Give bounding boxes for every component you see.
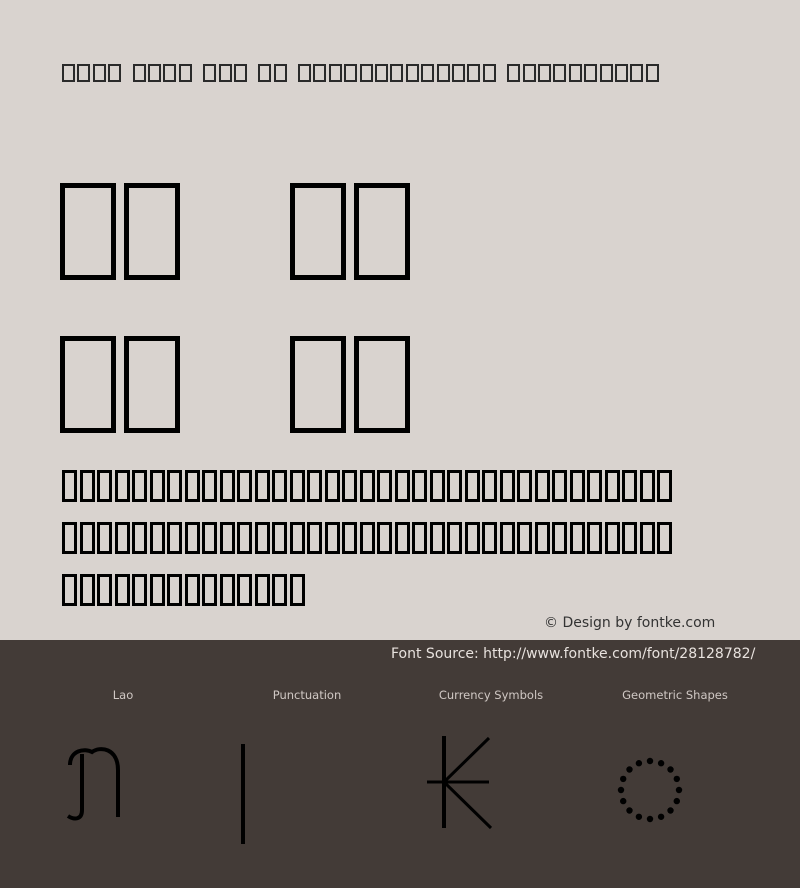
missing-glyph-box bbox=[97, 522, 112, 554]
missing-glyph-box bbox=[605, 470, 620, 502]
missing-glyph-box bbox=[133, 64, 146, 82]
missing-glyph-box bbox=[220, 470, 235, 502]
missing-glyph-box bbox=[80, 574, 95, 606]
missing-glyph-box bbox=[640, 470, 655, 502]
dotted-circle-dot bbox=[626, 807, 632, 813]
missing-glyph-box bbox=[646, 64, 659, 82]
missing-glyph-box bbox=[62, 470, 77, 502]
missing-glyph-box bbox=[553, 64, 566, 82]
missing-glyph-box bbox=[77, 64, 90, 82]
missing-glyph-box bbox=[535, 470, 550, 502]
missing-glyph-box bbox=[587, 522, 602, 554]
missing-glyph-box bbox=[538, 64, 551, 82]
missing-glyph-box bbox=[325, 470, 340, 502]
missing-glyph-box bbox=[500, 470, 515, 502]
missing-glyph-box bbox=[274, 64, 287, 82]
missing-glyph-box bbox=[517, 470, 532, 502]
missing-glyph-box bbox=[97, 470, 112, 502]
missing-glyph-box bbox=[375, 64, 388, 82]
missing-glyph-box bbox=[360, 470, 375, 502]
glyph-category-panel bbox=[0, 640, 800, 888]
missing-glyph-box bbox=[97, 574, 112, 606]
missing-glyph-box bbox=[483, 64, 496, 82]
missing-glyph-box bbox=[430, 522, 445, 554]
specimen-title-missing-glyphs bbox=[62, 62, 661, 82]
paragraph-glyph-line-2 bbox=[62, 522, 675, 562]
dotted-circle-icon bbox=[583, 730, 767, 850]
missing-glyph-box bbox=[148, 64, 161, 82]
dotted-circle-dot bbox=[626, 766, 632, 772]
missing-glyph-box bbox=[640, 522, 655, 554]
dotted-circle-dot bbox=[636, 814, 642, 820]
missing-glyph-box bbox=[115, 522, 130, 554]
dotted-circle-dot bbox=[620, 776, 626, 782]
design-credit: © Design by fontke.com bbox=[544, 615, 716, 631]
missing-glyph-box bbox=[185, 522, 200, 554]
missing-glyph-box bbox=[377, 522, 392, 554]
paragraph-glyph-line-3 bbox=[62, 574, 307, 614]
missing-glyph-box bbox=[60, 336, 116, 433]
missing-glyph-box bbox=[390, 64, 403, 82]
missing-glyph-box bbox=[185, 574, 200, 606]
missing-glyph-box bbox=[167, 522, 182, 554]
missing-glyph-box bbox=[290, 522, 305, 554]
large-glyph-row-1 bbox=[60, 183, 418, 280]
missing-glyph-box bbox=[570, 522, 585, 554]
category-label-punctuation: Punctuation bbox=[272, 688, 342, 702]
missing-glyph-box bbox=[421, 64, 434, 82]
missing-glyph-box bbox=[465, 470, 480, 502]
missing-glyph-box bbox=[108, 64, 121, 82]
missing-glyph-box bbox=[185, 470, 200, 502]
missing-glyph-box bbox=[220, 574, 235, 606]
missing-glyph-box bbox=[237, 522, 252, 554]
missing-glyph-box bbox=[80, 470, 95, 502]
paragraph-glyph-line-1 bbox=[62, 470, 675, 510]
dotted-circle-dot bbox=[674, 798, 680, 804]
missing-glyph-box bbox=[202, 522, 217, 554]
missing-glyph-box bbox=[132, 470, 147, 502]
category-label-currency: Currency Symbols bbox=[438, 688, 544, 702]
missing-glyph-box bbox=[132, 574, 147, 606]
missing-glyph-box bbox=[329, 64, 342, 82]
missing-glyph-box bbox=[220, 522, 235, 554]
dotted-circle-dot bbox=[676, 787, 682, 793]
missing-glyph-box bbox=[507, 64, 520, 82]
missing-glyph-box bbox=[354, 183, 410, 280]
missing-glyph-box bbox=[569, 64, 582, 82]
missing-glyph-box bbox=[344, 64, 357, 82]
missing-glyph-box bbox=[437, 64, 450, 82]
missing-glyph-box bbox=[467, 64, 480, 82]
missing-glyph-box bbox=[62, 522, 77, 554]
missing-glyph-box bbox=[325, 522, 340, 554]
missing-glyph-box bbox=[255, 574, 270, 606]
dotted-circle-dot bbox=[647, 758, 653, 764]
dotted-circle-dot bbox=[658, 760, 664, 766]
missing-glyph-box bbox=[290, 183, 346, 280]
missing-glyph-box bbox=[523, 64, 536, 82]
dotted-circle-dot bbox=[618, 787, 624, 793]
missing-glyph-box bbox=[622, 470, 637, 502]
missing-glyph-box bbox=[482, 522, 497, 554]
missing-glyph-box bbox=[150, 522, 165, 554]
missing-glyph-box bbox=[307, 470, 322, 502]
missing-glyph-box bbox=[62, 574, 77, 606]
missing-glyph-box bbox=[258, 64, 271, 82]
missing-glyph-box bbox=[447, 470, 462, 502]
missing-glyph-box bbox=[500, 522, 515, 554]
missing-glyph-box bbox=[272, 470, 287, 502]
dotted-circle-dot bbox=[636, 760, 642, 766]
dotted-circle-dot bbox=[647, 816, 653, 822]
category-label-geometric: Geometric Shapes bbox=[622, 688, 728, 702]
missing-glyph-box bbox=[115, 574, 130, 606]
missing-glyph-box bbox=[313, 64, 326, 82]
missing-glyph-box bbox=[412, 470, 427, 502]
missing-glyph-box bbox=[272, 574, 287, 606]
missing-glyph-box bbox=[62, 64, 75, 82]
missing-glyph-box bbox=[290, 470, 305, 502]
missing-glyph-box bbox=[307, 522, 322, 554]
missing-glyph-box bbox=[234, 64, 247, 82]
missing-glyph-box bbox=[452, 64, 465, 82]
missing-glyph-box bbox=[150, 470, 165, 502]
missing-glyph-box bbox=[203, 64, 216, 82]
missing-glyph-box bbox=[237, 574, 252, 606]
missing-glyph-box bbox=[342, 470, 357, 502]
missing-glyph-box bbox=[237, 470, 252, 502]
missing-glyph-box bbox=[395, 470, 410, 502]
missing-glyph-box bbox=[290, 574, 305, 606]
missing-glyph-box bbox=[290, 336, 346, 433]
missing-glyph-box bbox=[412, 522, 427, 554]
missing-glyph-box bbox=[124, 183, 180, 280]
vertical-bar-icon bbox=[151, 730, 335, 850]
missing-glyph-box bbox=[115, 470, 130, 502]
missing-glyph-box bbox=[167, 470, 182, 502]
missing-glyph-box bbox=[447, 522, 462, 554]
missing-glyph-box bbox=[517, 522, 532, 554]
missing-glyph-box bbox=[255, 522, 270, 554]
missing-glyph-box bbox=[406, 64, 419, 82]
missing-glyph-box bbox=[657, 470, 672, 502]
font-source-link[interactable]: Font Source: http://www.fontke.com/font/28128782/ bbox=[391, 646, 756, 662]
missing-glyph-box bbox=[395, 522, 410, 554]
missing-glyph-box bbox=[80, 522, 95, 554]
missing-glyph-box bbox=[298, 64, 311, 82]
missing-glyph-box bbox=[179, 64, 192, 82]
missing-glyph-box bbox=[552, 522, 567, 554]
missing-glyph-box bbox=[570, 470, 585, 502]
missing-glyph-box bbox=[202, 470, 217, 502]
missing-glyph-box bbox=[354, 336, 410, 433]
category-label-lao: Lao bbox=[112, 688, 134, 702]
missing-glyph-box bbox=[360, 64, 373, 82]
missing-glyph-box bbox=[430, 470, 445, 502]
missing-glyph-box bbox=[342, 522, 357, 554]
missing-glyph-box bbox=[163, 64, 176, 82]
missing-glyph-box bbox=[167, 574, 182, 606]
missing-glyph-box bbox=[132, 522, 147, 554]
dotted-circle-dot bbox=[620, 798, 626, 804]
missing-glyph-box bbox=[219, 64, 232, 82]
large-glyph-row-2 bbox=[60, 336, 418, 433]
missing-glyph-box bbox=[630, 64, 643, 82]
missing-glyph-box bbox=[255, 470, 270, 502]
missing-glyph-box bbox=[150, 574, 165, 606]
kip-sign-icon bbox=[370, 730, 554, 850]
missing-glyph-box bbox=[465, 522, 480, 554]
missing-glyph-box bbox=[93, 64, 106, 82]
dotted-circle-dot bbox=[658, 814, 664, 820]
missing-glyph-box bbox=[600, 64, 613, 82]
missing-glyph-box bbox=[360, 522, 375, 554]
missing-glyph-box bbox=[60, 183, 116, 280]
dotted-circle-dot bbox=[667, 766, 673, 772]
missing-glyph-box bbox=[584, 64, 597, 82]
dotted-circle-dot bbox=[667, 807, 673, 813]
missing-glyph-box bbox=[482, 470, 497, 502]
missing-glyph-box bbox=[272, 522, 287, 554]
missing-glyph-box bbox=[377, 470, 392, 502]
missing-glyph-box bbox=[202, 574, 217, 606]
missing-glyph-box bbox=[615, 64, 628, 82]
missing-glyph-box bbox=[124, 336, 180, 433]
missing-glyph-box bbox=[622, 522, 637, 554]
missing-glyph-box bbox=[587, 470, 602, 502]
missing-glyph-box bbox=[657, 522, 672, 554]
missing-glyph-box bbox=[535, 522, 550, 554]
dotted-circle-dot bbox=[674, 776, 680, 782]
missing-glyph-box bbox=[552, 470, 567, 502]
missing-glyph-box bbox=[605, 522, 620, 554]
